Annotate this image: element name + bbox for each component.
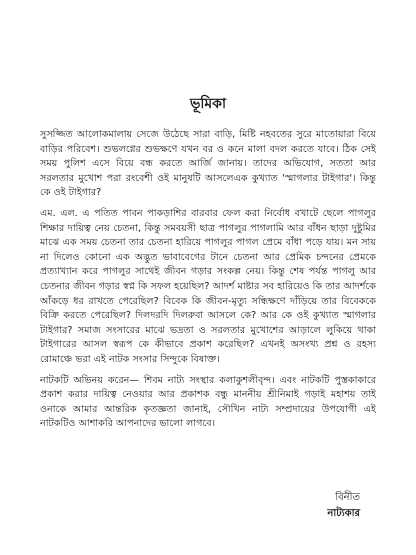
paragraph-1: সুসজ্জিত আলোকমালায় সেজে উঠেছে সারা বাড়ি, মিষ্টি নহবতের সুরে মাতোয়ারা বিয়ে বাড়ির পরিবেশ। শুভলগ্নের শুভক্ষণে যখন বর ও কনে মালা বদল করতে যাবে। ঠিক সেই সময় পুলিশ এসে বিয়ে বন্ধ করতে আর্জি জানায়। তাদের অভিযোগ, সততা আর সরলতার মুখোশ পরা রংবেশী ওই মানুষটি আসলেএক কুখ্যাত 'স্মাগলার টাইগার'। কিন্তু কে ওই টাইগার? [40, 129, 376, 199]
paragraph-3: নাটকটি অভিনয় করেন— শিবম নাট্য সংস্থার কলাকুশলীবৃন্দ। এবং নাটকটি পুস্তকাকারে প্রকাশ করার দায়িত্ব নেওয়ার আর প্রকাশক বন্ধু মাননীয় শ্রীনিমাই গড়াই মহাশয় তাই ওনাকে আমার আন্তরিক কৃতজ্ঞতা জানাই, সৌখিন নাট্য সম্প্রদায়ের উপযোগী এই নাটকটিও আশাকরি আপনাদের ভালো লাগবে। [40, 374, 376, 430]
signature-closing: বিনীত [335, 492, 360, 503]
paragraph-2: এম. এল. এ পতিত পাবন পাকড়াশির বারবার ফেল করা নির্বোধ বখাটে ছেলে পাগলুর শিক্ষার দায়িত্ব নেয় চেতনা, কিন্তু সমবয়সী ছাত্র পাগলুর পাগলামি আর বাঁধন ছাড়া দুষ্টুমির মাঝে এক সময় চেতনা তার চেতনা হারিয়ে পাগলুর পাগল প্রেমে বাঁধা পড়ে যায়। মন সায় না দিলেও কোনো এক অদ্ভুত ভাবাবেগের টানে চেতনা আর প্রেমিক চন্দনের প্রেমকে প্রত্যাখ্যান করে পাগলুর সাথেই জীবন গড়ার সংকল্প নেয়। কিন্তু শেষ পর্যন্ত পাগলু আর চেতনার জীবন গড়ার স্বপ্ন কি সফল হয়েছিল? আদর্শ মাষ্টার সব হারিয়েও কি তার আদর্শকে আঁকড়ে ধর রাখতে পেরেছিল? বিবেক কি জীবন-মৃত্যু সন্ধিক্ষণে দাঁড়িয়ে তার বিবেককে বিক্রি করতে পেরেছিল? দিলদরদি দিলরুবা আসলে কে? আর কে ওই কুখ্যাত স্মাগলার টাইগার? সমাজ সংসারের মাঝে ভদ্রতা ও সরলতার মুখোশের আড়ালে লুকিয়ে থাকা টাইগারের আসল স্বরূপ কে কীভাবে প্রকাশ করেছিল? এখনই অসংখ্য প্রশ্ন ও রহস্য রোমাঞ্চে ভরা এই নাটক সংসার সিন্দুকে বিষাক্ত। [40, 207, 376, 365]
signature-author: নাট্যকার [327, 508, 360, 519]
page-title: ভূমিকা [189, 96, 227, 112]
